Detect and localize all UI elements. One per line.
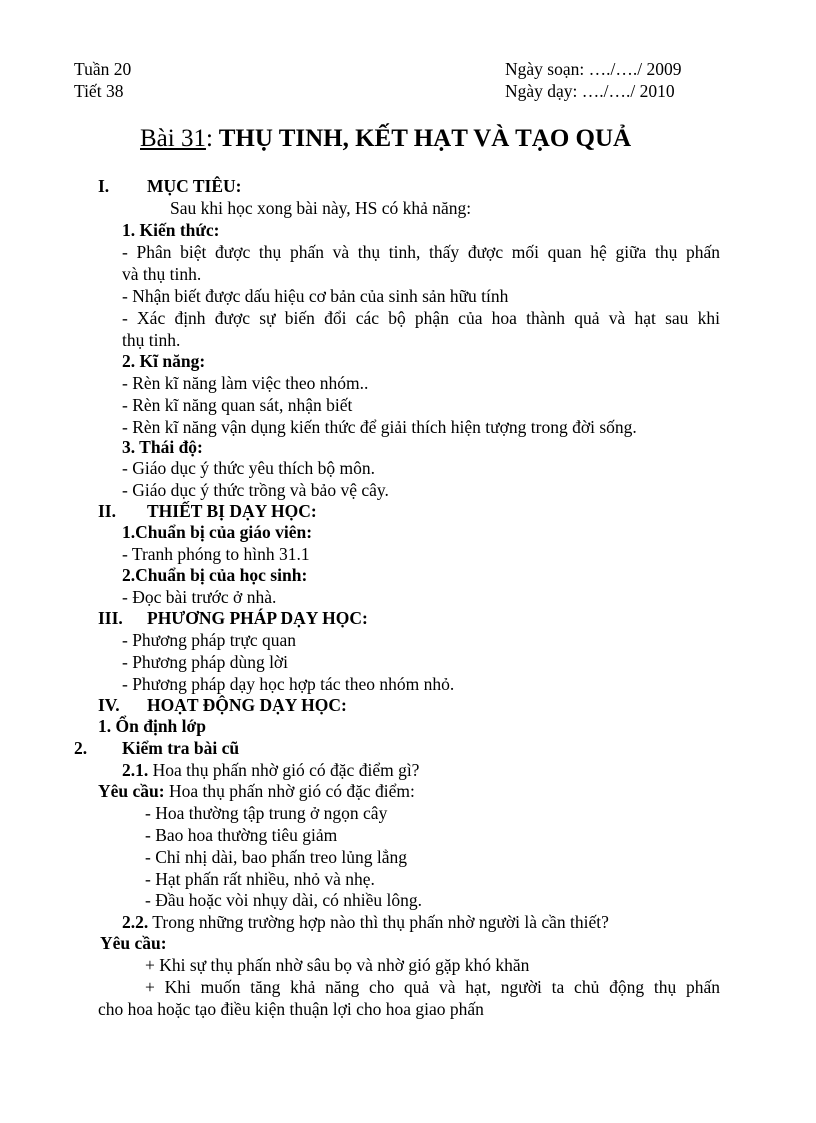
date-taught: Ngày dạy: …./…./ 2010 [505,81,675,101]
section-1-intro: Sau khi học xong bài này, HS có khả năng: [170,198,472,218]
date-prepared: Ngày soạn: …./…./ 2009 [505,59,682,79]
method-item-2: - Phương pháp dùng lời [122,652,289,672]
skill-item-2: - Rèn kĩ năng quan sát, nhận biết [122,395,353,415]
answer-1-text: Hoa thụ phấn nhờ gió có đặc điểm: [164,781,415,801]
knowledge-item-3: - Xác định được sự biến đổi các bộ phận của hoa thành quả và hạt sau khi [122,308,720,328]
question-1-text: Hoa thụ phấn nhờ gió có đặc điểm gì? [148,760,420,780]
title-colon: : [205,125,213,152]
answer-2-label: Yêu cầu: [100,933,167,953]
question-2 [122,911,609,933]
review-heading: Kiểm tra bài cũ [122,738,240,758]
attitude-heading: 3. Thái độ: [122,437,203,457]
lesson-title: THỤ TINH, KẾT HẠT VÀ TẠO QUẢ [212,125,632,152]
knowledge-item-1-cont: và thụ tinh. [122,264,202,284]
attitude-item-1: - Giáo dục ý thức yêu thích bộ môn. [122,458,375,478]
method-item-3: - Phương pháp dạy học hợp tác theo nhóm nhỏ. [122,674,455,694]
question-1-number: 2.1. [122,760,149,780]
knowledge-item-1: - Phân biệt được thụ phấn và thụ tinh, thấy được mối quan hệ giữa thụ phấn [122,242,720,262]
section-3-heading: PHƯƠNG PHÁP DẠY HỌC: [147,608,368,628]
section-4-heading: HOẠT ĐỘNG DẠY HỌC: [147,695,347,715]
student-prep-item: - Đọc bài trước ở nhà. [122,587,277,607]
question-2-number: 2.2. [122,912,149,932]
answer-1 [98,780,415,802]
answer-1-item-5: - Đầu hoặc vòi nhụy dài, có nhiều lông. [145,890,423,910]
answer-1-label: Yêu cầu: [98,781,165,801]
method-item-1: - Phương pháp trực quan [122,630,297,650]
section-3-number: III. [98,608,123,628]
period-label: Tiết 38 [74,81,124,101]
answer-2-item-2: + Khi muốn tăng khả năng cho quả và hạt, người ta chủ động thụ phấn [145,977,720,997]
page-title [140,124,631,154]
student-prep-heading: 2.Chuẩn bị của học sinh: [122,565,308,585]
knowledge-item-2: - Nhận biết được dấu hiệu cơ bản của sinh sản hữu tính [122,286,509,306]
question-1 [122,759,419,781]
skills-heading: 2. Kĩ năng: [122,351,206,371]
knowledge-heading: 1. Kiến thức: [122,220,220,240]
section-2-heading: THIẾT BỊ DẠY HỌC: [147,501,317,521]
answer-1-item-3: - Chỉ nhị dài, bao phấn treo lủng lẳng [145,847,407,867]
section-2-number: II. [98,501,116,521]
answer-2-item-1: + Khi sự thụ phấn nhờ sâu bọ và nhờ gió gặp khó khăn [145,955,530,975]
answer-2-item-2-cont: cho hoa hoặc tạo điều kiện thuận lợi cho hoa giao phấn [98,999,484,1019]
knowledge-item-3-cont: thụ tinh. [122,330,181,350]
lesson-number: Bài 31 [140,125,206,152]
class-stabilization: 1. Ổn định lớp [98,716,206,736]
skill-item-3: - Rèn kĩ năng vận dụng kiến thức để giải thích hiện tượng trong đời sống. [122,417,637,437]
section-1-heading: MỤC TIÊU: [147,176,242,196]
answer-1-item-4: - Hạt phấn rất nhiều, nhỏ và nhẹ. [145,869,375,889]
attitude-item-2: - Giáo dục ý thức trồng và bảo vệ cây. [122,480,389,500]
question-2-text: Trong những trường hợp nào thì thụ phấn nhờ người là cần thiết? [148,912,609,932]
week-label: Tuần 20 [74,59,132,79]
section-1-number: I. [98,176,110,196]
teacher-prep-item: - Tranh phóng to hình 31.1 [122,544,310,564]
answer-1-item-2: - Bao hoa thường tiêu giảm [145,825,338,845]
section-4-number: IV. [98,695,120,715]
teacher-prep-heading: 1.Chuẩn bị của giáo viên: [122,522,313,542]
answer-1-item-1: - Hoa thường tập trung ở ngọn cây [145,803,388,823]
skill-item-1: - Rèn kĩ năng làm việc theo nhóm.. [122,373,369,393]
review-number: 2. [74,738,88,758]
